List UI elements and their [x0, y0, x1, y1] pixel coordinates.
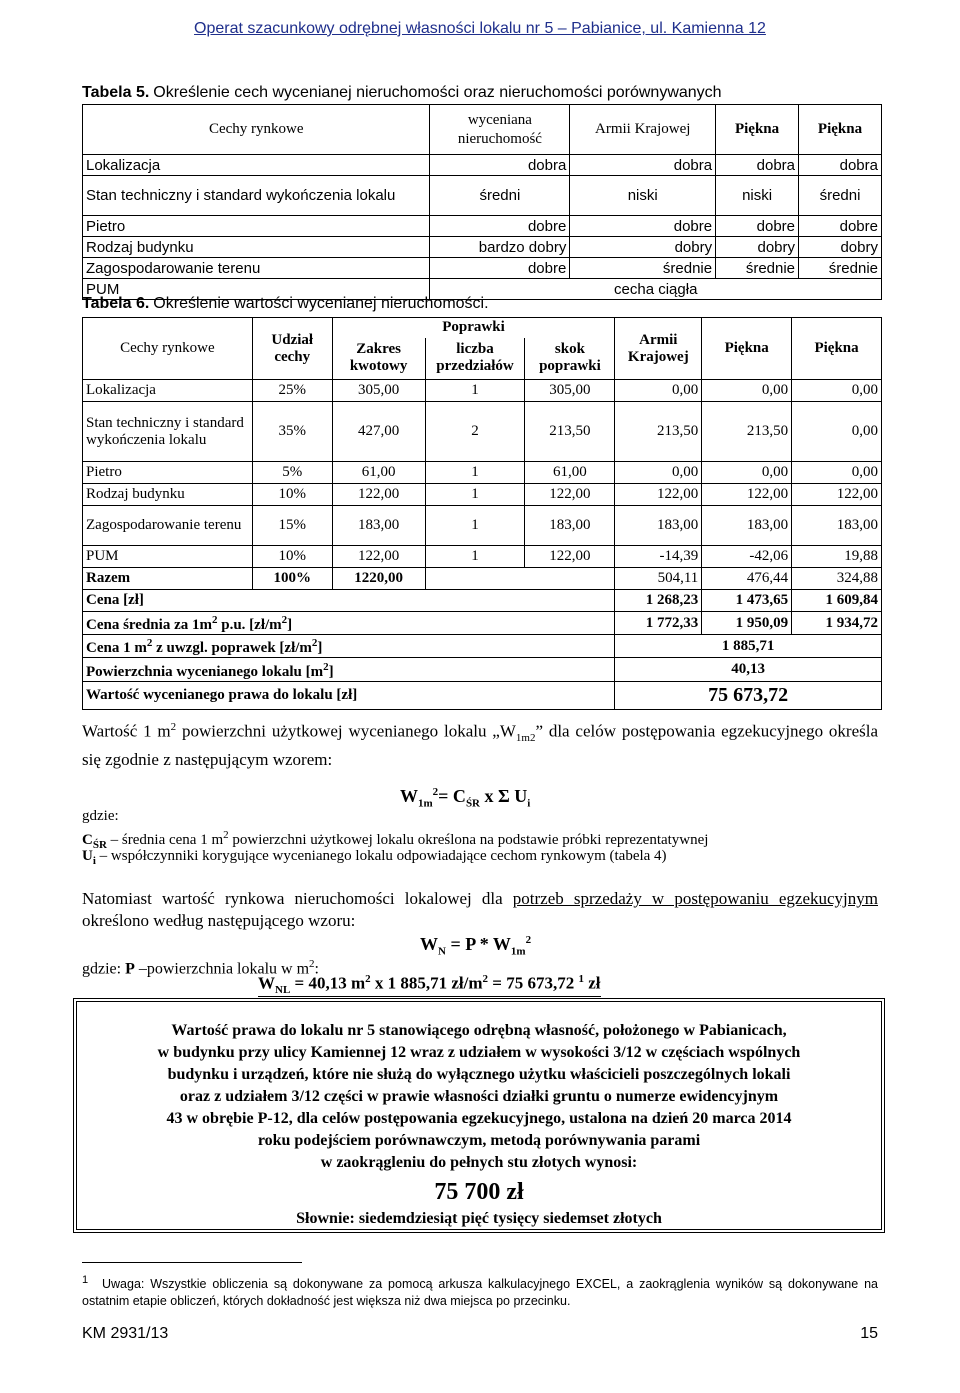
table6-cell: 10% [252, 546, 332, 568]
table6-cell: 183,00 [525, 506, 615, 546]
table6-header: Udział cechy [252, 318, 332, 380]
table6-cell: 35% [252, 402, 332, 462]
table5-cell: dobre [799, 216, 882, 237]
table5 [82, 104, 882, 300]
footnote [82, 1272, 878, 1310]
table5-cell: dobra [716, 155, 799, 176]
table6-cell: 1 772,33 [615, 612, 702, 635]
page-number: 15 [860, 1325, 878, 1342]
table6-cell: 1 [425, 380, 525, 402]
table6-caption [82, 295, 489, 313]
table6-cell: 183,00 [615, 506, 702, 546]
table6-cell: 1 [425, 484, 525, 506]
table6-cell: 122,00 [332, 546, 425, 568]
table6-cell: 19,88 [792, 546, 882, 568]
table6-razem-row [83, 568, 882, 590]
table6-cell: 1 885,71 [615, 635, 882, 658]
paragraph-wartosc-rynkowa: Natomiast wartość rynkowa nieruchomości lokalowej dla potrzeb sprzedaży w postępowaniu egzekucyjnym określono według następującego wzoru: [82, 889, 878, 930]
table5-caption [82, 84, 722, 102]
table5-header: Cechy rynkowe [83, 105, 430, 155]
table6-cell: 1 934,72 [792, 612, 882, 635]
table6-cell: 504,11 [615, 568, 702, 590]
table6-label: Tabela 6. [82, 295, 150, 312]
table6-title: Określenie wartości wycenianej nieruchomości. [153, 295, 489, 312]
table6-cell: 2 [425, 402, 525, 462]
formula-wn: $W_N = P * W_{1m}^2$ [420, 934, 532, 958]
table6-cell: -14,39 [615, 546, 702, 568]
footer-case-number: KM 2931/13 [82, 1325, 169, 1342]
table6-cell: 213,50 [525, 402, 615, 462]
paragraph-wartosc-1m2: Wartość 1 $m^2$ powierzchni użytkowej wycenianego lokalu $„W_{1m2}$” dla celów postępowania egzekucyjnego określa się zgodnie z następującym wzorem: [82, 721, 879, 770]
table5-cell: dobra [570, 155, 716, 176]
table6-cell: Pietro [83, 462, 253, 484]
table6-cell: Razem [83, 568, 253, 590]
table6-cell: 122,00 [525, 484, 615, 506]
table6-cell: 40,13 [615, 658, 882, 682]
table6-cell: 1 [425, 546, 525, 568]
table-row [83, 546, 882, 568]
table5-cell: dobre [430, 216, 570, 237]
table6-cell: 476,44 [702, 568, 792, 590]
table6-cell: -42,06 [702, 546, 792, 568]
table6-cell: 25% [252, 380, 332, 402]
table6-cell: 122,00 [792, 484, 882, 506]
gdzie-p-definition: gdzie: P –powierzchnia lokalu w $m^2$: [82, 958, 319, 978]
table6-cell: 122,00 [702, 484, 792, 506]
table-row [83, 258, 882, 279]
table-row [83, 484, 882, 506]
table5-cell: Zagospodarowanie terenu [83, 258, 430, 279]
gdzie-label: gdzie: [82, 808, 119, 824]
table6-cena-1m-row [83, 635, 882, 658]
table-row [83, 380, 882, 402]
table6-cell: 305,00 [525, 380, 615, 402]
table6-cell: Zagospodarowanie terenu [83, 506, 253, 546]
table5-cell: dobry [716, 237, 799, 258]
table6-cena-srednia-row [83, 612, 882, 635]
table5-cell: dobra [430, 155, 570, 176]
table6 [82, 317, 882, 710]
footnote-separator [82, 1262, 302, 1263]
conclusion-amount: 75 700 zł [434, 1179, 524, 1205]
table5-cell: Rodzaj budynku [83, 237, 430, 258]
table6-cell-label: Cena 1 $m^2$ z uwzgl. poprawek $[zł/m^2]$ [83, 635, 615, 658]
table6-cell: 183,00 [332, 506, 425, 546]
table6-cena-row [83, 590, 882, 612]
table6-cell: 61,00 [525, 462, 615, 484]
table5-cell: dobre [570, 216, 716, 237]
table6-cell-label: Powierzchnia wycenianego lokalu $[m^2]$ [83, 658, 615, 682]
table6-powierzchnia-row [83, 658, 882, 682]
table6-cell: 1 950,09 [702, 612, 792, 635]
table6-cell: 1 [425, 462, 525, 484]
table5-cell: dobra [799, 155, 882, 176]
table6-cell: 100% [252, 568, 332, 590]
table6-cell: 0,00 [702, 380, 792, 402]
table5-header: Piękna [716, 105, 799, 155]
table5-cell: średnie [716, 258, 799, 279]
table6-cell: 0,00 [792, 402, 882, 462]
table6-cell: Stan techniczny i standard wykończenia lokalu [83, 402, 253, 462]
table5-cell: Lokalizacja [83, 155, 430, 176]
document-title[interactable]: Operat szacunkowy odrębnej własności lokalu nr 5 – Pabianice, ul. Kamienna 12 [194, 20, 766, 37]
formula-wnl: $W_{NL} = 40,13$ $m^2$ x 1 885,71 $zł/m^2 = 75$ 673,72 $^1$ zł [258, 973, 601, 997]
table6-cell: 0,00 [615, 462, 702, 484]
table6-header: Armii Krajowej [615, 318, 702, 380]
table5-cell: średnie [570, 258, 716, 279]
table6-cell: 1 [425, 506, 525, 546]
table6-cell: Wartość wycenianego prawa do lokalu [zł] [83, 682, 615, 710]
table6-cell: 0,00 [615, 380, 702, 402]
conclusion-line: budynku i urządzeń, które nie służą do wyłącznego użytku właścicieli poszczególnych lokali [167, 1066, 791, 1083]
table6-cell: 122,00 [525, 546, 615, 568]
page-header [0, 20, 960, 38]
table6-cell: 0,00 [702, 462, 792, 484]
table6-cell: PUM [83, 546, 253, 568]
table6-cell: 61,00 [332, 462, 425, 484]
table6-header: Piękna [702, 318, 792, 380]
table5-title: Określenie cech wycenianej nieruchomości oraz nieruchomości porównywanych [153, 84, 722, 101]
table5-cell: dobre [430, 258, 570, 279]
table6-cell: Rodzaj budynku [83, 484, 253, 506]
conclusion-line: w zaokrągleniu do pełnych stu złotych wynosi: [320, 1154, 638, 1171]
conclusion-box [73, 998, 885, 1233]
table5-label: Tabela 5. [82, 84, 150, 101]
table6-cell: 1 268,23 [615, 590, 702, 612]
table6-cell: Cena [zł] [83, 590, 615, 612]
table5-header: Piękna [799, 105, 882, 155]
conclusion-words: Słownie: siedemdziesiąt pięć tysięcy siedemset złotych [296, 1210, 662, 1227]
table5-cell: dobry [570, 237, 716, 258]
table-row [83, 462, 882, 484]
table6-cell: 1 473,65 [702, 590, 792, 612]
table6-cell: Lokalizacja [83, 380, 253, 402]
table6-cell: 1220,00 [332, 568, 425, 590]
definition-csr: $C_{ŚR}$ – średnia cena 1 $m^2$ powierzchni użytkowej lokalu określona na podstawie próbki reprezentatywnej [82, 829, 709, 851]
conclusion-line: w budynku przy ulicy Kamiennej 12 wraz z udziałem w wysokości 3/12 w częściach wspólnych [157, 1044, 801, 1061]
table6-header: Cechy rynkowe [83, 318, 253, 380]
conclusion-line: roku podejściem porównawczym, metodą porównywania parami [257, 1132, 701, 1149]
table-row [83, 402, 882, 462]
table5-cell: dobre [716, 216, 799, 237]
table5-cell: niski [570, 176, 716, 216]
table6-cell: 122,00 [332, 484, 425, 506]
table5-cell: średnie [799, 258, 882, 279]
table-row [83, 216, 882, 237]
table6-cell: 213,50 [702, 402, 792, 462]
table6-cell-empty [425, 568, 615, 590]
conclusion-line: Wartość prawa do lokalu nr 5 stanowiącego odrębną własność, położonego w Pabianicach, [171, 1022, 787, 1039]
table6-cell: 0,00 [792, 380, 882, 402]
table6-cell: 15% [252, 506, 332, 546]
table6-cell: 213,50 [615, 402, 702, 462]
definition-ui: $U_i$ – współczynniki korygujące wycenianego lokalu odpowiadające cechom rynkowym (tabela 4) [82, 848, 667, 867]
table5-cell: średni [430, 176, 570, 216]
table6-cell: 324,88 [792, 568, 882, 590]
table5-cell: PUM [83, 279, 430, 300]
table5-cell: bardzo dobry [430, 237, 570, 258]
footnote-text: Uwaga: Wszystkie obliczenia są dokonywane za pomocą arkusza kalkulacyjnego EXCEL, a zaokrąglenia wyników są dokonywane na ostatnim etapie obliczeń, których dokładność jest większa niż dwa miejsca po przecinku. [82, 1277, 878, 1309]
table-row [83, 155, 882, 176]
table-row [83, 506, 882, 546]
table5-header-row [83, 105, 882, 155]
table6-cell: 427,00 [332, 402, 425, 462]
table6-cell: 305,00 [332, 380, 425, 402]
table5-header: wyceniana nieruchomość [430, 105, 570, 155]
table-row [83, 176, 882, 216]
table6-header: skok poprawki [525, 338, 615, 380]
table6-header: Piękna [792, 318, 882, 380]
table5-cell: Stan techniczny i standard wykończenia lokalu [83, 176, 430, 216]
conclusion-line: 43 w obrębie P-12, dla celów postępowania egzekucyjnego, ustalona na dzień 20 marca 2014 [166, 1110, 792, 1127]
conclusion-line: oraz z udziałem 3/12 części w prawie własności działki gruntu o numerze ewidencyjnym [179, 1088, 779, 1105]
table6-cell: 122,00 [615, 484, 702, 506]
footnote-number: 1 [82, 1274, 89, 1286]
table6-cell-label: Cena średnia za $1m^2$ p.u. $[zł/m^2]$ [83, 612, 615, 635]
table6-cell: 5% [252, 462, 332, 484]
table6-cell: 183,00 [702, 506, 792, 546]
table6-cell: 0,00 [792, 462, 882, 484]
table6-header-row [83, 318, 882, 338]
table-row [83, 237, 882, 258]
table6-header: Poprawki [332, 318, 615, 338]
table6-cell: 183,00 [792, 506, 882, 546]
table6-wartosc-row [83, 682, 882, 710]
table5-cell: dobry [799, 237, 882, 258]
table6-cell: 1 609,84 [792, 590, 882, 612]
table6-cell: 10% [252, 484, 332, 506]
table6-cell: 75 673,72 [615, 682, 882, 710]
formula-w1m2: $W_{1m}^2= C_{ŚR}$ x Σ $U_i$ [400, 786, 531, 810]
table5-cell: Pietro [83, 216, 430, 237]
table5-cell: cecha ciągła [430, 279, 882, 300]
table5-cell: niski [716, 176, 799, 216]
table6-header: liczba przedziałów [425, 338, 525, 380]
table5-cell: średni [799, 176, 882, 216]
table5-header: Armii Krajowej [570, 105, 716, 155]
table6-header: Zakres kwotowy [332, 338, 425, 380]
